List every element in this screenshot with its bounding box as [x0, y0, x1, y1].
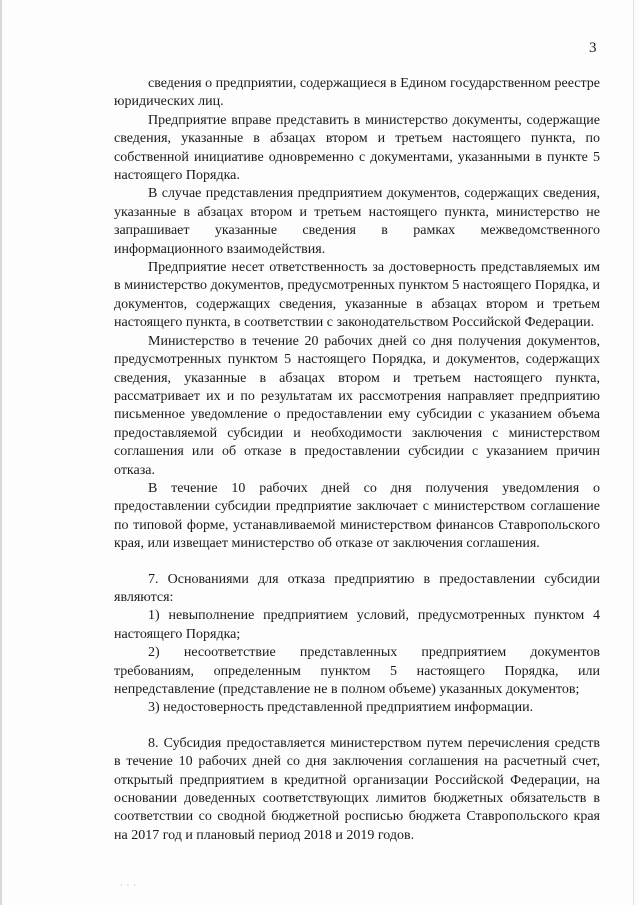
- page-edge-left: [0, 0, 2, 905]
- page-edge-right: [633, 0, 634, 905]
- section-8-paragraph: 8. Субсидия предоставляется министерством путем перечисления средств в течение 10 рабочих дней со дня заключения соглашения на расчетный счет, открытый предприятием в кредитной организации Российской Федерации, на основании доведенных соответствующих лимитов бюджетных обязательств в соответствии со сводной бюджетной росписью бюджета Ставропольского края на 2017 год и плановый период 2018 и 2019 годов.: [114, 735, 600, 843]
- paragraph: Министерство в течение 20 рабочих дней со дня получения документов, предусмотренных пунктом 5 настоящего Порядка, и документов, содержащих сведения, указанные в абзацах втором и третьем настоящего пункта, рассматривает их и по результатам их рассмотрения направляет предприятию письменное уведомление о предоставлении ему субсидии с указанием объема предоставляемой субсидии и необходимости заключения с министерством соглашения или об отказе в предоставлении субсидии с указанием причин отказа.: [114, 333, 600, 478]
- list-item: 2) несоответствие представленных предприятием документов требованиям, определенным пунктом 5 настоящего Порядка, или непредставление (представление не в полном объеме) указанных документов;: [114, 645, 600, 697]
- paragraph: В течение 10 рабочих дней со дня получения уведомления о предоставлении субсидии предприятие заключает с министерством соглашение по типовой форме, устанавливаемой министерством финансов Ставропольского края, или извещает министерство об отказе от заключения соглашения.: [114, 480, 600, 552]
- paragraph: Предприятие несет ответственность за достоверность представляемых им в министерство документов, предусмотренных пунктом 5 настоящего Порядка, и документов, содержащих сведения, указанные в абзацах втором и третьем настоящего пункта, в соответствии с законодательством Российской Федерации.: [114, 260, 600, 331]
- section-7-heading: 7. Основаниями для отказа предприятию в предоставлении субсидии являются:: [114, 571, 600, 605]
- document-body: [114, 75, 600, 845]
- paragraph: В случае представления предприятием документов, содержащих сведения, указанные в абзацах втором и третьем настоящего пункта, министерство не запрашивает указанные сведения в рамках межведомственного информационного взаимодействия.: [114, 186, 600, 257]
- scan-artifact: · · ·: [120, 881, 137, 890]
- list-item: 3) недостоверность представленной предприятием информации.: [148, 700, 534, 716]
- paragraph: Предприятие вправе представить в министерство документы, содержащие сведения, указанные в абзацах втором и третьем настоящего пункта, по собственной инициативе одновременно с документами, указанными в пункте 5 настоящего Порядка.: [114, 112, 600, 184]
- paragraph-continuation: сведения о предприятии, содержащиеся в Едином государственном реестре юридических лиц.: [114, 76, 600, 110]
- list-item: 1) невыполнение предприятием условий, предусмотренных пунктом 4 настоящего Порядка;: [114, 608, 600, 642]
- page-number: 3: [589, 40, 597, 56]
